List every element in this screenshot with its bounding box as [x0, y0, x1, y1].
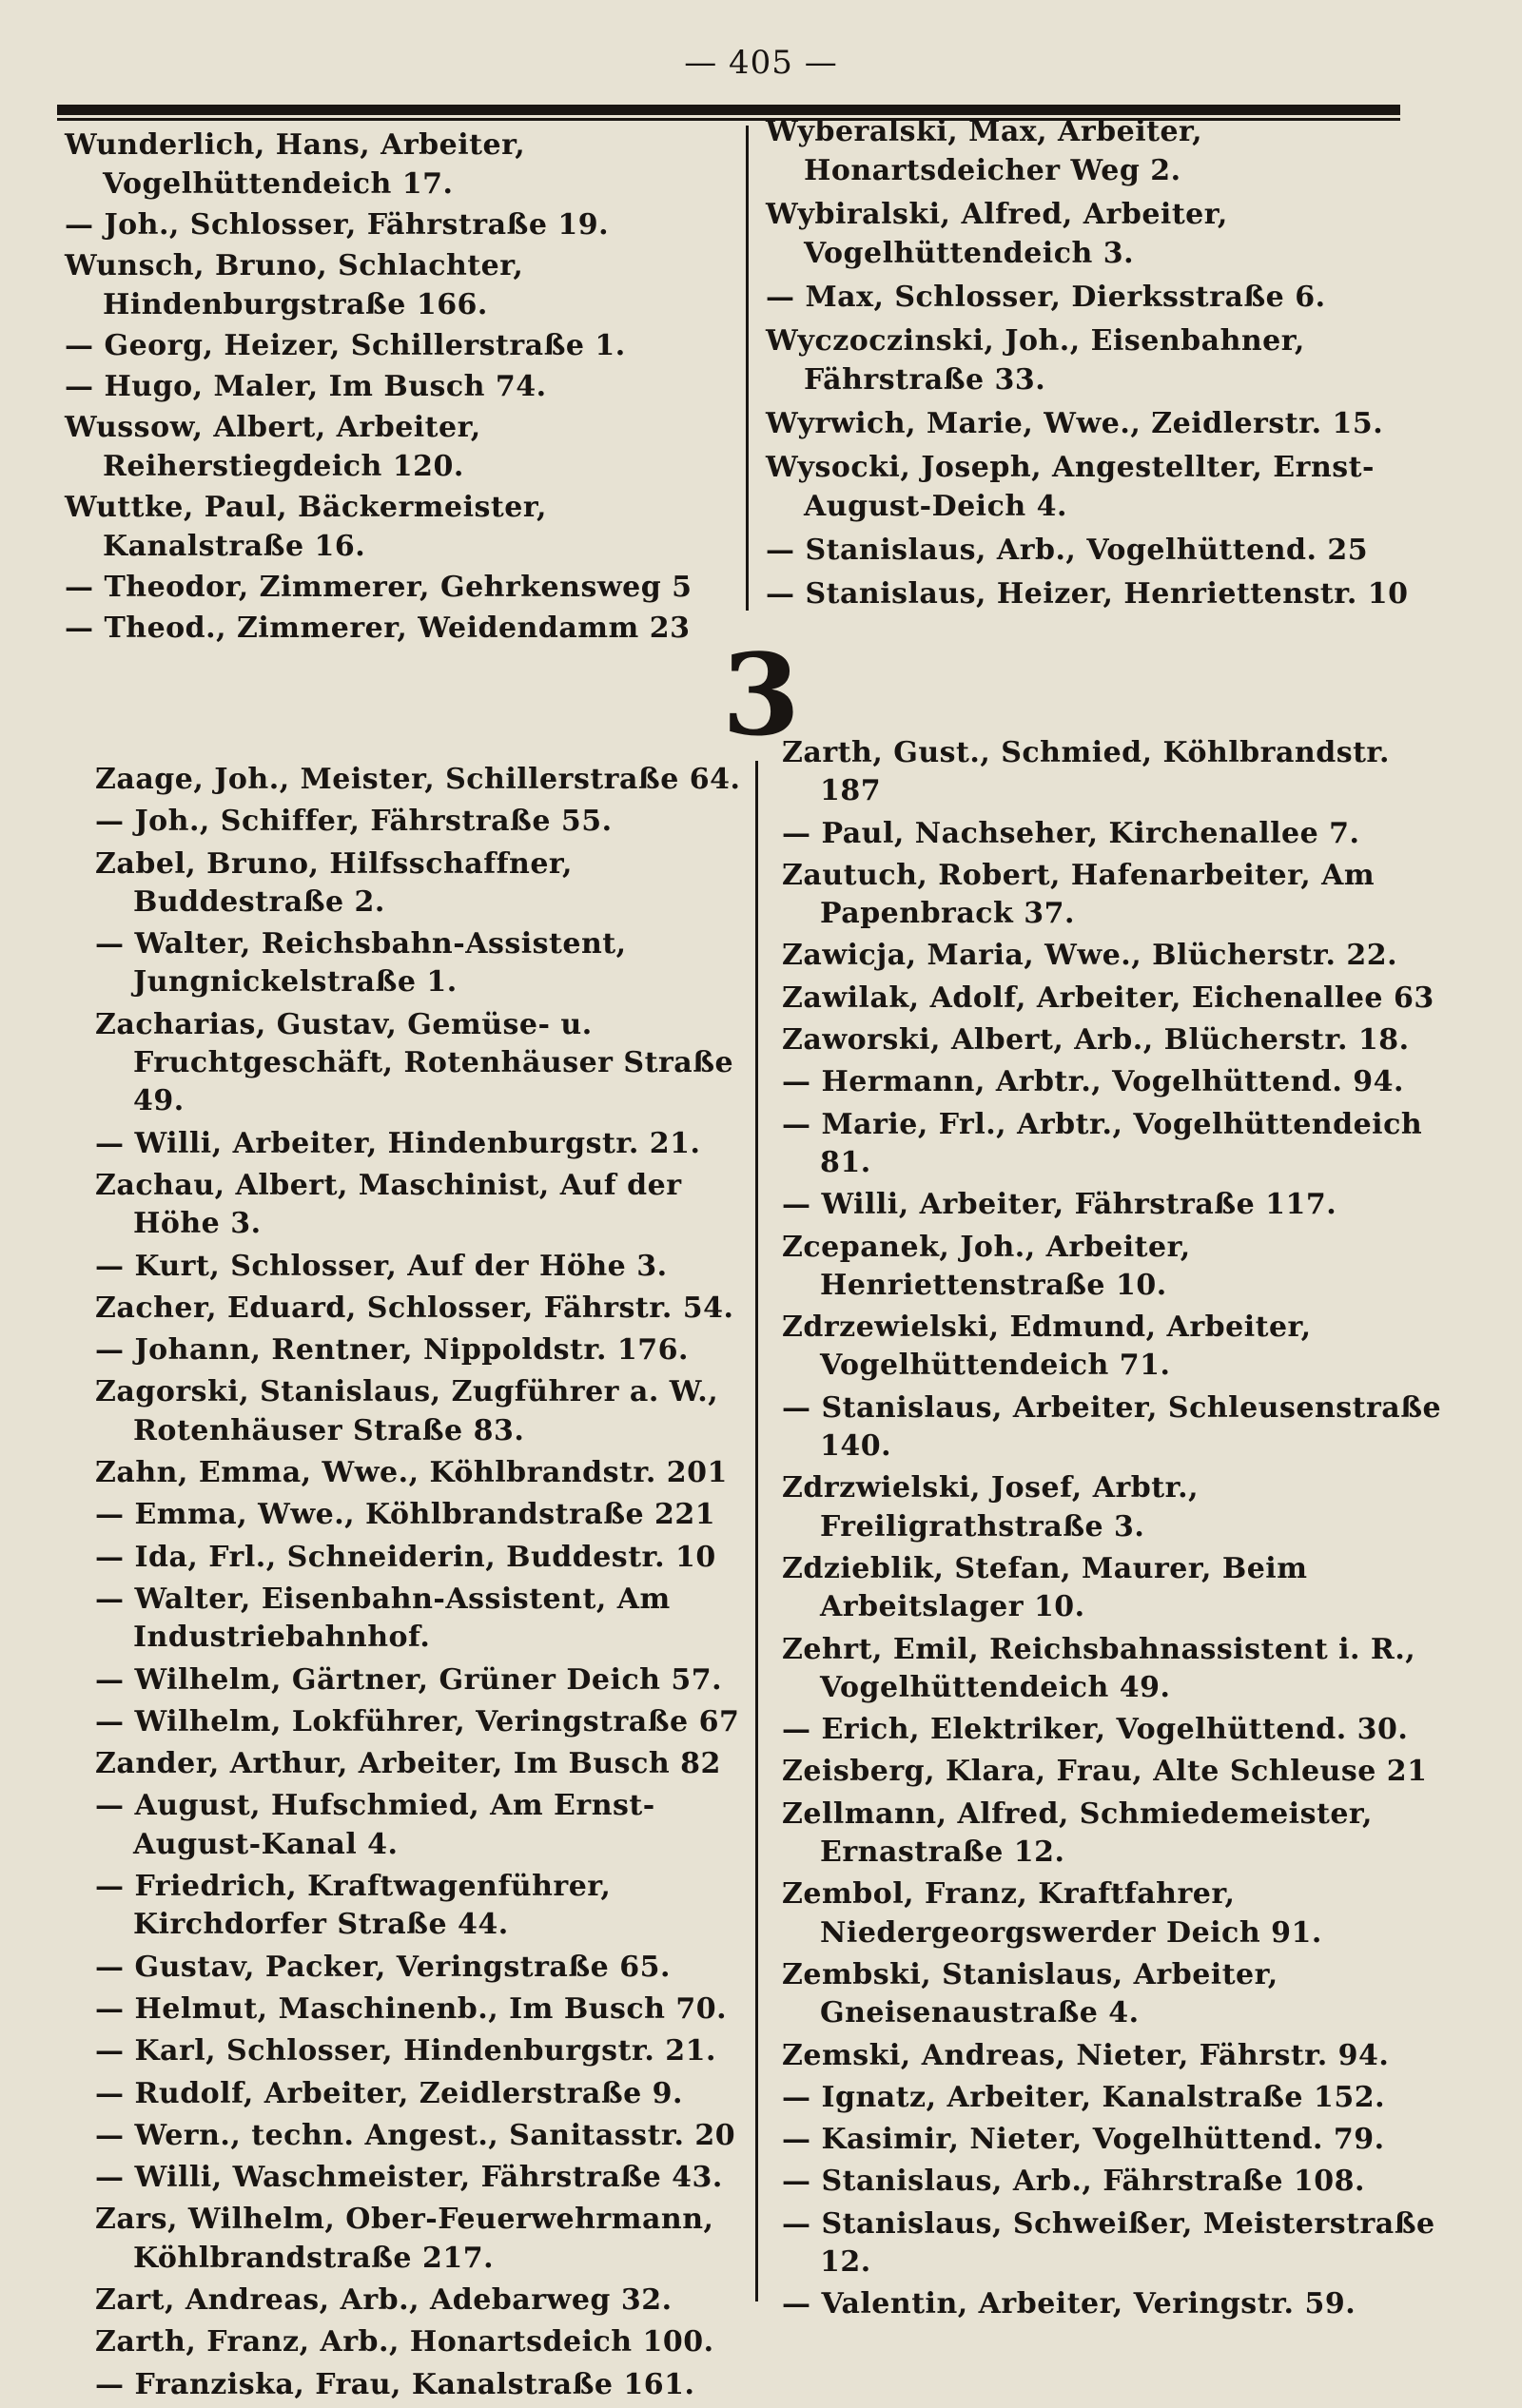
directory-entry: — Emma, Wwe., Köhlbrandstraße 221 [95, 1498, 716, 1532]
directory-entry: — Valentin, Arbeiter, Veringstr. 59. [782, 2287, 1356, 2321]
directory-entry: — Theod., Zimmerer, Weidendamm 23 [65, 612, 691, 645]
directory-entry: Zembol, Franz, Kraftfahrer, Niedergeorgswerder Deich 91. [782, 1877, 1322, 1950]
directory-entry: — Wern., techn. Angest., Sanitasstr. 20 [95, 2118, 736, 2152]
directory-entry: Wyrwich, Marie, Wwe., Zeidlerstr. 15. [766, 407, 1384, 440]
directory-entry: Zart, Andreas, Arb., Adebarweg 32. [95, 2282, 673, 2317]
directory-entry: — Hermann, Arbtr., Vogelhüttend. 94. [782, 1065, 1404, 1099]
directory-entry: — Stanislaus, Heizer, Henriettenstr. 10 [766, 577, 1409, 611]
directory-entry: Zdrzewielski, Edmund, Arbeiter, Vogelhüttendeich 71. [782, 1311, 1312, 1383]
directory-entry: Zahn, Emma, Wwe., Köhlbrandstr. 201 [95, 1456, 728, 1490]
directory-entry: Zaworski, Albert, Arb., Blücherstr. 18. [782, 1023, 1410, 1058]
directory-entry: — Friedrich, Kraftwagenführer, Kirchdorfer Straße 44. [95, 1870, 612, 1942]
directory-entry: Zdzieblik, Stefan, Maurer, Beim Arbeitslager 10. [782, 1551, 1308, 1624]
column-divider-bottom [755, 761, 758, 2301]
directory-entry: — Willi, Arbeiter, Hindenburgstr. 21. [95, 1126, 701, 1160]
directory-entry: — Rudolf, Arbeiter, Zeidlerstraße 9. [95, 2076, 683, 2110]
page-number: — 405 — [684, 44, 838, 82]
directory-entry: — Stanislaus, Arb., Vogelhüttend. 25 [766, 534, 1369, 567]
directory-entry: — Willi, Arbeiter, Fährstraße 117. [782, 1188, 1337, 1222]
directory-entry: Wuttke, Paul, Bäckermeister, Kanalstraße 16. [65, 491, 547, 563]
directory-entry: Wyczoczinski, Joh., Eisenbahner, Fährstraße 33. [766, 324, 1305, 397]
directory-entry: — Kurt, Schlosser, Auf der Höhe 3. [95, 1249, 668, 1283]
directory-entry: — Paul, Nachseher, Kirchenallee 7. [782, 816, 1360, 850]
section-letter: 3 [721, 629, 801, 761]
directory-entry: Zarth, Franz, Arb., Honartsdeich 100. [95, 2325, 714, 2359]
directory-entry: Zcepanek, Joh., Arbeiter, Henriettenstraße 10. [782, 1230, 1191, 1302]
directory-entry: — Joh., Schiffer, Fährstraße 55. [95, 805, 613, 839]
directory-entry: — Johann, Rentner, Nippoldstr. 176. [95, 1333, 689, 1368]
column-bottom-right [782, 734, 1448, 2328]
directory-entry: Zarth, Gust., Schmied, Köhlbrandstr. 187 [782, 736, 1390, 808]
directory-entry: Zacharias, Gustav, Gemüse- u. Fruchtgeschäft, Rotenhäuser Straße 49. [95, 1007, 734, 1118]
directory-entry: — Karl, Schlosser, Hindenburgstr. 21. [95, 2034, 716, 2068]
directory-entry: — Kasimir, Nieter, Vogelhüttend. 79. [782, 2123, 1385, 2157]
directory-entry: — Willi, Waschmeister, Fährstraße 43. [95, 2161, 723, 2195]
directory-entry: Zehrt, Emil, Reichsbahnassistent i. R., Vogelhüttendeich 49. [782, 1632, 1416, 1704]
directory-entry: — Ida, Frl., Schneiderin, Buddestr. 10 [95, 1540, 716, 1574]
directory-entry: — Marie, Frl., Arbtr., Vogelhüttendeich 81. [782, 1107, 1423, 1179]
directory-entry: Zacher, Eduard, Schlosser, Fährstr. 54. [95, 1291, 734, 1325]
directory-entry: — Wilhelm, Lokführer, Veringstraße 67 [95, 1704, 740, 1738]
directory-entry: — Helmut, Maschinenb., Im Busch 70. [95, 1991, 728, 2026]
column-bottom-left [95, 761, 751, 2408]
directory-entry: Zagorski, Stanislaus, Zugführer a. W., Rotenhäuser Straße 83. [95, 1375, 719, 1447]
directory-entry: — Stanislaus, Arbeiter, Schleusenstraße 140. [782, 1390, 1442, 1464]
directory-entry: Zautuch, Robert, Hafenarbeiter, Am Papenbrack 37. [782, 858, 1376, 931]
directory-entry: Wunsch, Bruno, Schlachter, Hindenburgstraße 166. [65, 249, 524, 321]
directory-entry: — Hugo, Maler, Im Busch 74. [65, 370, 547, 403]
directory-entry: Wybiralski, Alfred, Arbeiter, Vogelhüttendeich 3. [766, 198, 1228, 270]
directory-entry: — Joh., Schlosser, Fährstraße 19. [65, 208, 610, 242]
directory-entry: — Walter, Eisenbahn-Assistent, Am Industriebahnhof. [95, 1582, 671, 1655]
directory-entry: Wysocki, Joseph, Angestellter, Ernst-August-Deich 4. [766, 451, 1375, 523]
directory-entry: Zdrzwielski, Josef, Arbtr., Freiligrathstraße 3. [782, 1471, 1200, 1544]
directory-entry: Zars, Wilhelm, Ober-Feuerwehrmann, Köhlbrandstraße 217. [95, 2203, 714, 2275]
directory-entry: — Walter, Reichsbahn-Assistent, Jungnickelstraße 1. [95, 927, 627, 1000]
directory-entry: — Georg, Heizer, Schillerstraße 1. [65, 329, 626, 362]
directory-entry: Zander, Arthur, Arbeiter, Im Busch 82 [95, 1747, 721, 1781]
directory-entry: — Gustav, Packer, Veringstraße 65. [95, 1950, 671, 1984]
column-top-left [65, 126, 721, 650]
directory-entry: Zembski, Stanislaus, Arbeiter, Gneisenaustraße 4. [782, 1957, 1278, 2030]
directory-entry: Zachau, Albert, Maschinist, Auf der Höhe 3. [95, 1168, 682, 1241]
directory-entry: Zellmann, Alfred, Schmiedemeister, Ernastraße 12. [782, 1796, 1373, 1870]
directory-entry: — Erich, Elektriker, Vogelhüttend. 30. [782, 1713, 1409, 1747]
directory-entry: — Wilhelm, Gärtner, Grüner Deich 57. [95, 1662, 723, 1697]
directory-entry: Zawicja, Maria, Wwe., Blücherstr. 22. [782, 939, 1398, 973]
directory-entry: — Franziska, Frau, Kanalstraße 161. [95, 2367, 695, 2401]
directory-entry: — Ignatz, Arbeiter, Kanalstraße 152. [782, 2080, 1386, 2114]
directory-entry: Zeisberg, Klara, Frau, Alte Schleuse 21 [782, 1755, 1428, 1789]
directory-entry: — August, Hufschmied, Am Ernst-August-Kanal 4. [95, 1789, 655, 1861]
directory-entry: Zawilak, Adolf, Arbeiter, Eichenallee 63 [782, 981, 1434, 1015]
column-top-right [766, 112, 1422, 618]
column-divider-top [746, 126, 749, 611]
directory-entry: Zabel, Bruno, Hilfsschaffner, Buddestraße 2. [95, 846, 573, 919]
directory-entry: Wussow, Albert, Arbeiter, Reiherstiegdeich 120. [65, 411, 481, 483]
directory-entry: — Theodor, Zimmerer, Gehrkensweg 5 [65, 571, 693, 604]
directory-entry: — Stanislaus, Schweißer, Meisterstraße 12. [782, 2206, 1435, 2279]
directory-entry: Zemski, Andreas, Nieter, Fährstr. 94. [782, 2038, 1390, 2072]
directory-entry: — Stanislaus, Arb., Fährstraße 108. [782, 2165, 1365, 2199]
directory-entry: Wyberalski, Max, Arbeiter, Honartsdeicher Weg 2. [766, 115, 1203, 187]
directory-entry: — Max, Schlosser, Dierksstraße 6. [766, 281, 1326, 314]
directory-entry: Wunderlich, Hans, Arbeiter, Vogelhüttendeich 17. [65, 128, 526, 201]
directory-entry: Zaage, Joh., Meister, Schillerstraße 64. [95, 763, 741, 796]
